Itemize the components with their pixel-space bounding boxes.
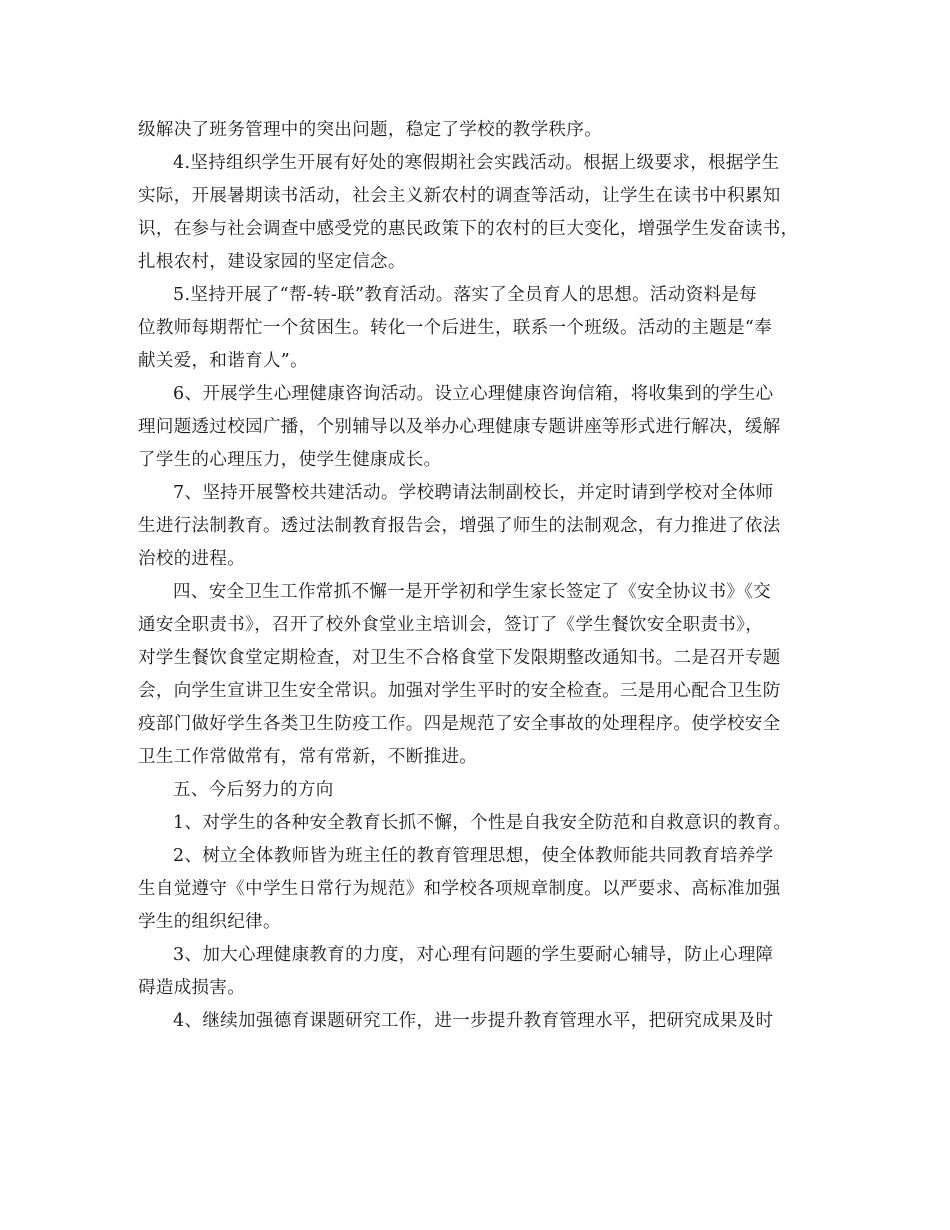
text-line-25: 学生的组织纪律。 [138, 912, 281, 932]
text-line-27: 碍造成损害。 [138, 978, 246, 998]
text-line-5: 扎根农村，建设家园的坚定信念。 [138, 252, 406, 272]
text-line-15: 四、安全卫生工作常抓不懈一是开学初和学生家长签定了《安全协议书》《交 [173, 582, 772, 602]
text-line-28: 4、继续加强德育课题研究工作，进一步提升教育管理水平，把研究成果及时 [173, 1011, 774, 1031]
text-line-4: 识，在参与社会调查中感受党的惠民政策下的农村的巨大变化，增强学生发奋读书， [138, 219, 799, 239]
text-line-19: 疫部门做好学生各类卫生防疫工作。四是规范了安全事故的处理程序。使学校安全 [138, 714, 781, 734]
text-line-24: 生自觉遵守《中学生日常行为规范》和学校各项规章制度。以严要求、高标准加强 [138, 879, 781, 899]
text-line-3: 实际，开展暑期读书活动，社会主义新农村的调查等活动，让学生在读书中积累知 [138, 186, 781, 206]
text-line-20: 卫生工作常做常有，常有常新，不断推进。 [138, 747, 478, 767]
text-line-13: 生进行法制教育。透过法制教育报告会，增强了师生的法制观念，有力推进了依法 [138, 516, 781, 536]
text-line-2: 4.坚持组织学生开展有好处的寒假期社会实践活动。根据上级要求，根据学生 [173, 153, 780, 173]
text-line-12: 7、坚持开展警校共建活动。学校聘请法制副校长，并定时请到学校对全体师 [173, 483, 774, 503]
text-line-16: 通安全职责书》，召开了校外食堂业主培训会，签订了《学生餐饮安全职责书》， [138, 615, 764, 635]
document-body [138, 114, 828, 1038]
text-line-14: 治校的进程。 [138, 549, 246, 569]
text-line-6: 5.坚持开展了“帮-转-联”教育活动。落实了全员育人的思想。活动资料是每 [173, 285, 758, 305]
text-line-23: 2、树立全体教师皆为班主任的教育管理思想，使全体教师能共同教育培养学 [173, 846, 774, 866]
text-line-9: 6、开展学生心理健康咨询活动。设立心理健康咨询信箱，将收集到的学生心 [173, 384, 774, 404]
text-line-8: 献关爱，和谐育人”。 [138, 351, 308, 371]
text-line-17: 对学生餐饮食堂定期检查，对卫生不合格食堂下发限期整改通知书。二是召开专题 [138, 648, 781, 668]
text-line-18: 会，向学生宣讲卫生安全常识。加强对学生平时的安全检查。三是用心配合卫生防 [138, 681, 781, 701]
text-line-22: 1、对学生的各种安全教育长抓不懈，个性是自我安全防范和自救意识的教育。 [173, 813, 792, 833]
text-line-26: 3、加大心理健康教育的力度，对心理有问题的学生要耐心辅导，防止心理障 [173, 945, 774, 965]
text-line-7: 位教师每期帮忙一个贫困生。转化一个后进生，联系一个班级。活动的主题是“奉 [138, 318, 773, 338]
text-line-10: 理问题透过校园广播，个别辅导以及举办心理健康专题讲座等形式进行解决，缓解 [138, 417, 781, 437]
text-line-11: 了学生的心理压力，使学生健康成长。 [138, 450, 442, 470]
text-line-1: 级解决了班务管理中的突出问题，稳定了学校的教学秩序。 [138, 120, 603, 140]
text-line-21: 五、今后努力的方向 [173, 780, 334, 800]
